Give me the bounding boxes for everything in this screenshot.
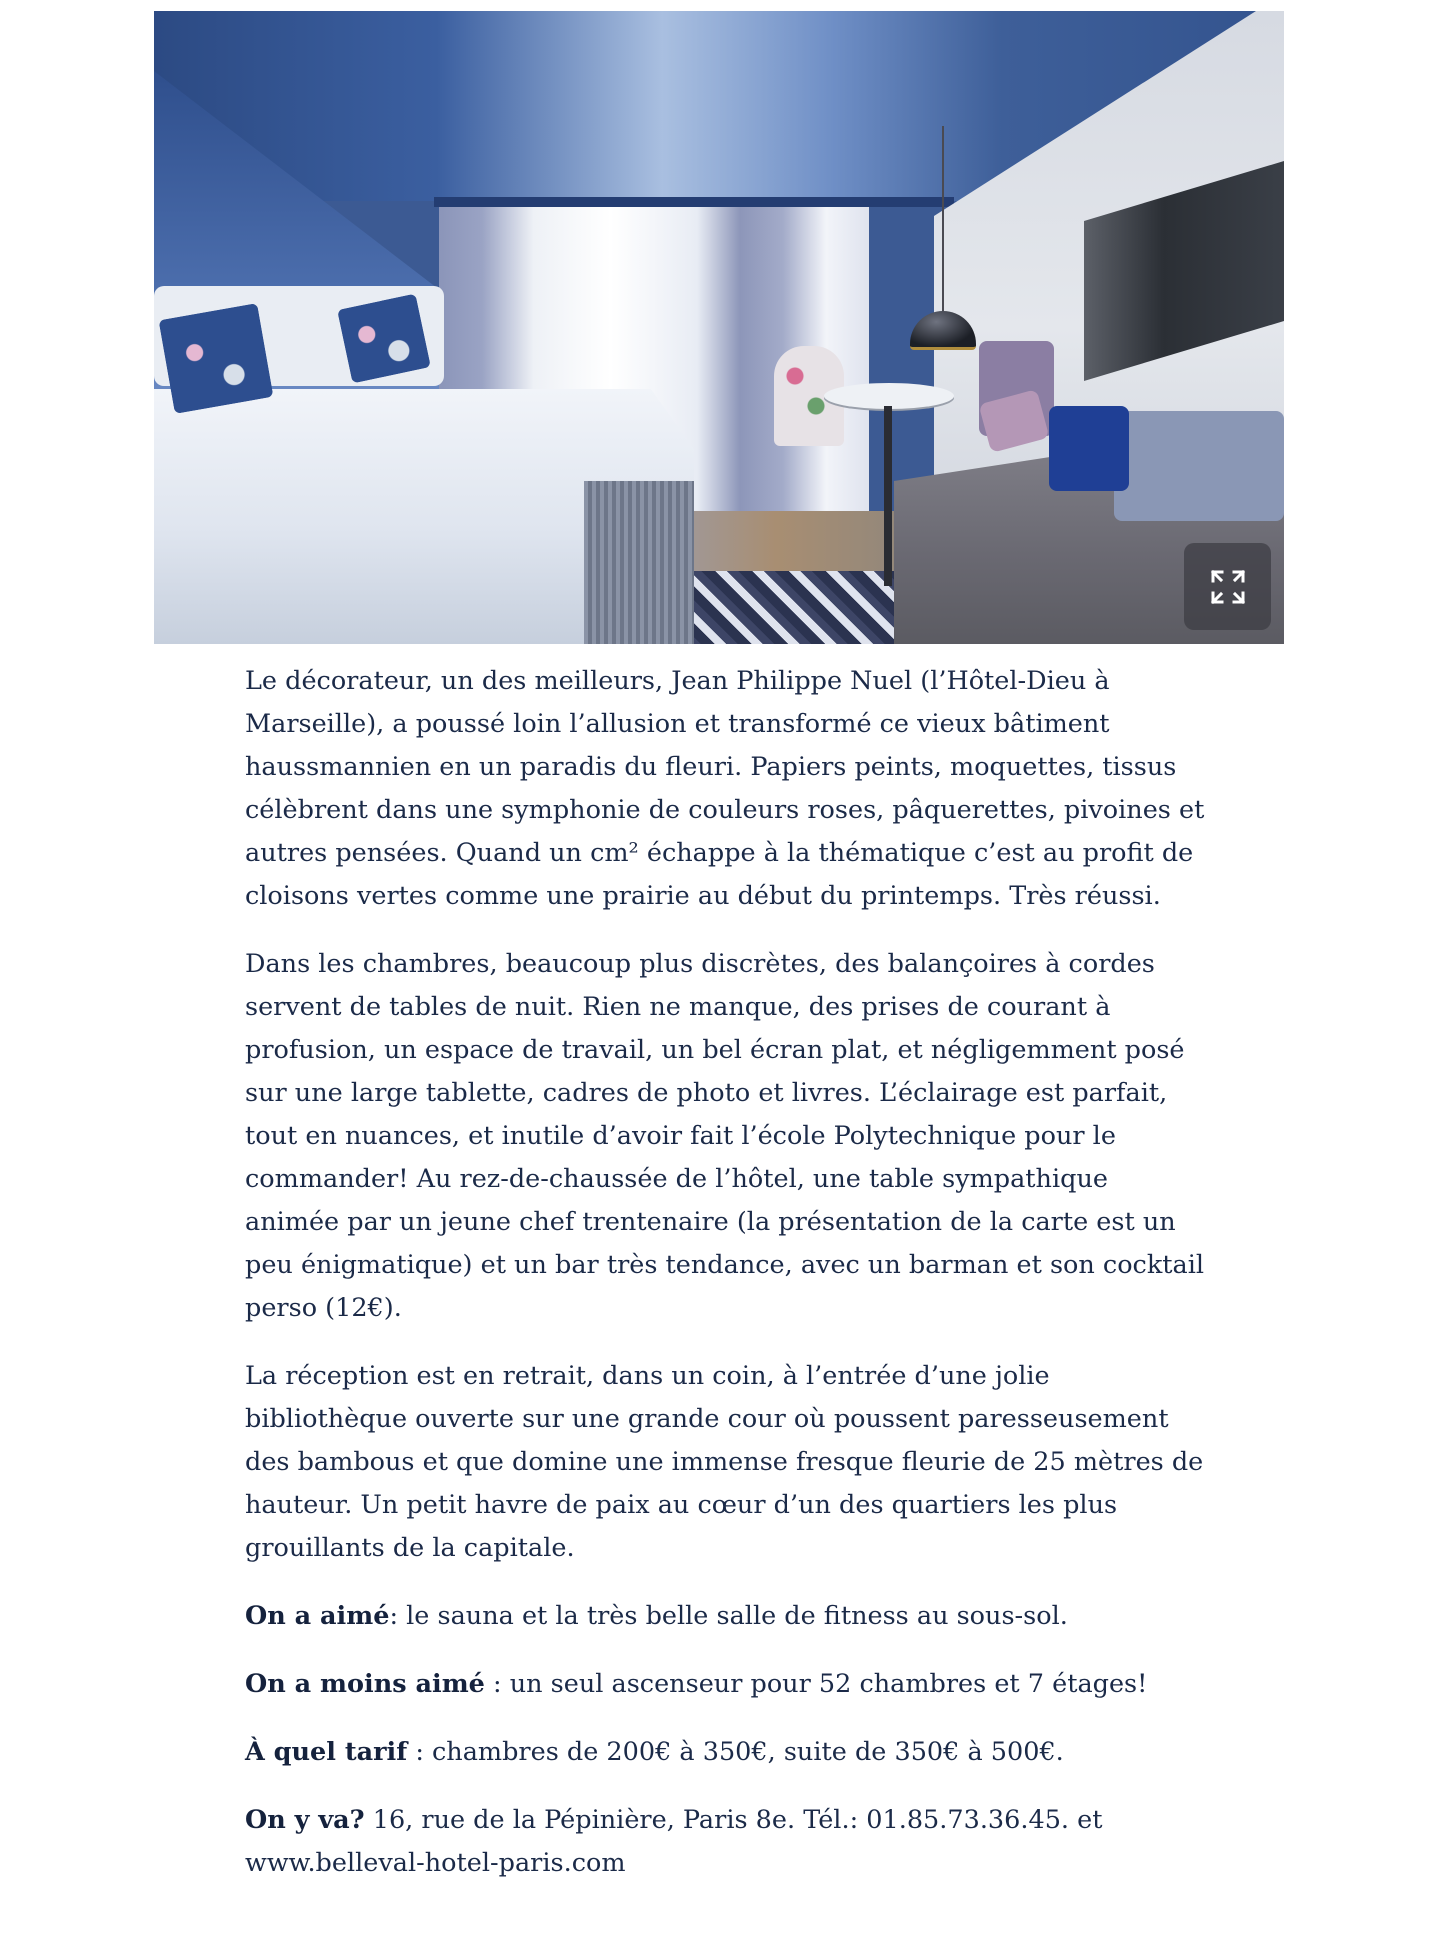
photo-table-leg — [884, 406, 892, 586]
price-label: À quel tarif — [245, 1737, 408, 1767]
access-line — [245, 1799, 1205, 1885]
paragraph-decoration: Le décorateur, un des meilleurs, Jean Philippe Nuel (l’Hôtel-Dieu à Marseille), a poussé loin l’allusion et transformé ce vieux bâtiment haussmannien en un paradis du fleuri. Papiers peints, moquettes, tissus célèbrent dans une symphonie de couleurs roses, pâquerettes, pivoines et autres pensées. Quand un cm² échappe à la thématique c’est au profit de cloisons vertes comme une prairie au début du printemps. Très réussi. — [245, 666, 1205, 911]
liked-line — [245, 1595, 1205, 1638]
access-label: On y va? — [245, 1805, 365, 1835]
photo-cushion — [1114, 411, 1284, 521]
liked-text: : le sauna et la très belle salle de fitness au sous-sol. — [389, 1601, 1068, 1631]
paragraph-rooms: Dans les chambres, beaucoup plus discrètes, des balançoires à cordes servent de tables de nuit. Rien ne manque, des prises de courant à profusion, un espace de travail, un bel écran plat, et négligemment posé sur une large tablette, cadres de photo et livres. L’éclairage est parfait, tout en nuances, et inutile d’avoir fait l’école Polytechnique pour le commander! Au rez-de-chaussée de l’hôtel, une table sympathique animée par un jeune chef trentenaire (la présentation de la carte est un peu énigmatique) et un bar très tendance, avec un barman et son cocktail perso (12€). — [245, 949, 1205, 1323]
liked-label: On a aimé — [245, 1601, 390, 1631]
disliked-label: On a moins aimé — [245, 1669, 485, 1699]
photo-cushion — [1049, 406, 1129, 491]
photo-lamp-cord — [942, 126, 944, 326]
expand-icon — [1209, 568, 1247, 606]
expand-image-button[interactable] — [1184, 543, 1271, 630]
paragraph-reception: La réception est en retrait, dans un coin, à l’entrée d’une jolie bibliothèque ouverte sur une grande cour où poussent paresseusement des bambous et que domine une immense fresque fleurie de 25 mètres de hauteur. Un petit havre de paix au cœur d’un des quartiers les plus grouillants de la capitale. — [245, 1361, 1204, 1563]
hero-image[interactable] — [154, 11, 1284, 644]
price-line — [245, 1731, 1205, 1774]
photo-floral-pillow — [159, 303, 274, 414]
photo-bedskirt — [584, 481, 694, 644]
disliked-text: : un seul ascenseur pour 52 chambres et 7 étages! — [484, 1669, 1148, 1699]
disliked-line — [245, 1663, 1205, 1706]
article-body — [245, 660, 1205, 1910]
access-text: 16, rue de la Pépinière, Paris 8e. Tél.: 01.85.73.36.45. et www.belleval-hotel-paris.com — [245, 1805, 1103, 1878]
photo-curtain-rod — [434, 197, 954, 207]
price-text: : chambres de 200€ à 350€, suite de 350€ à 500€. — [407, 1737, 1064, 1767]
